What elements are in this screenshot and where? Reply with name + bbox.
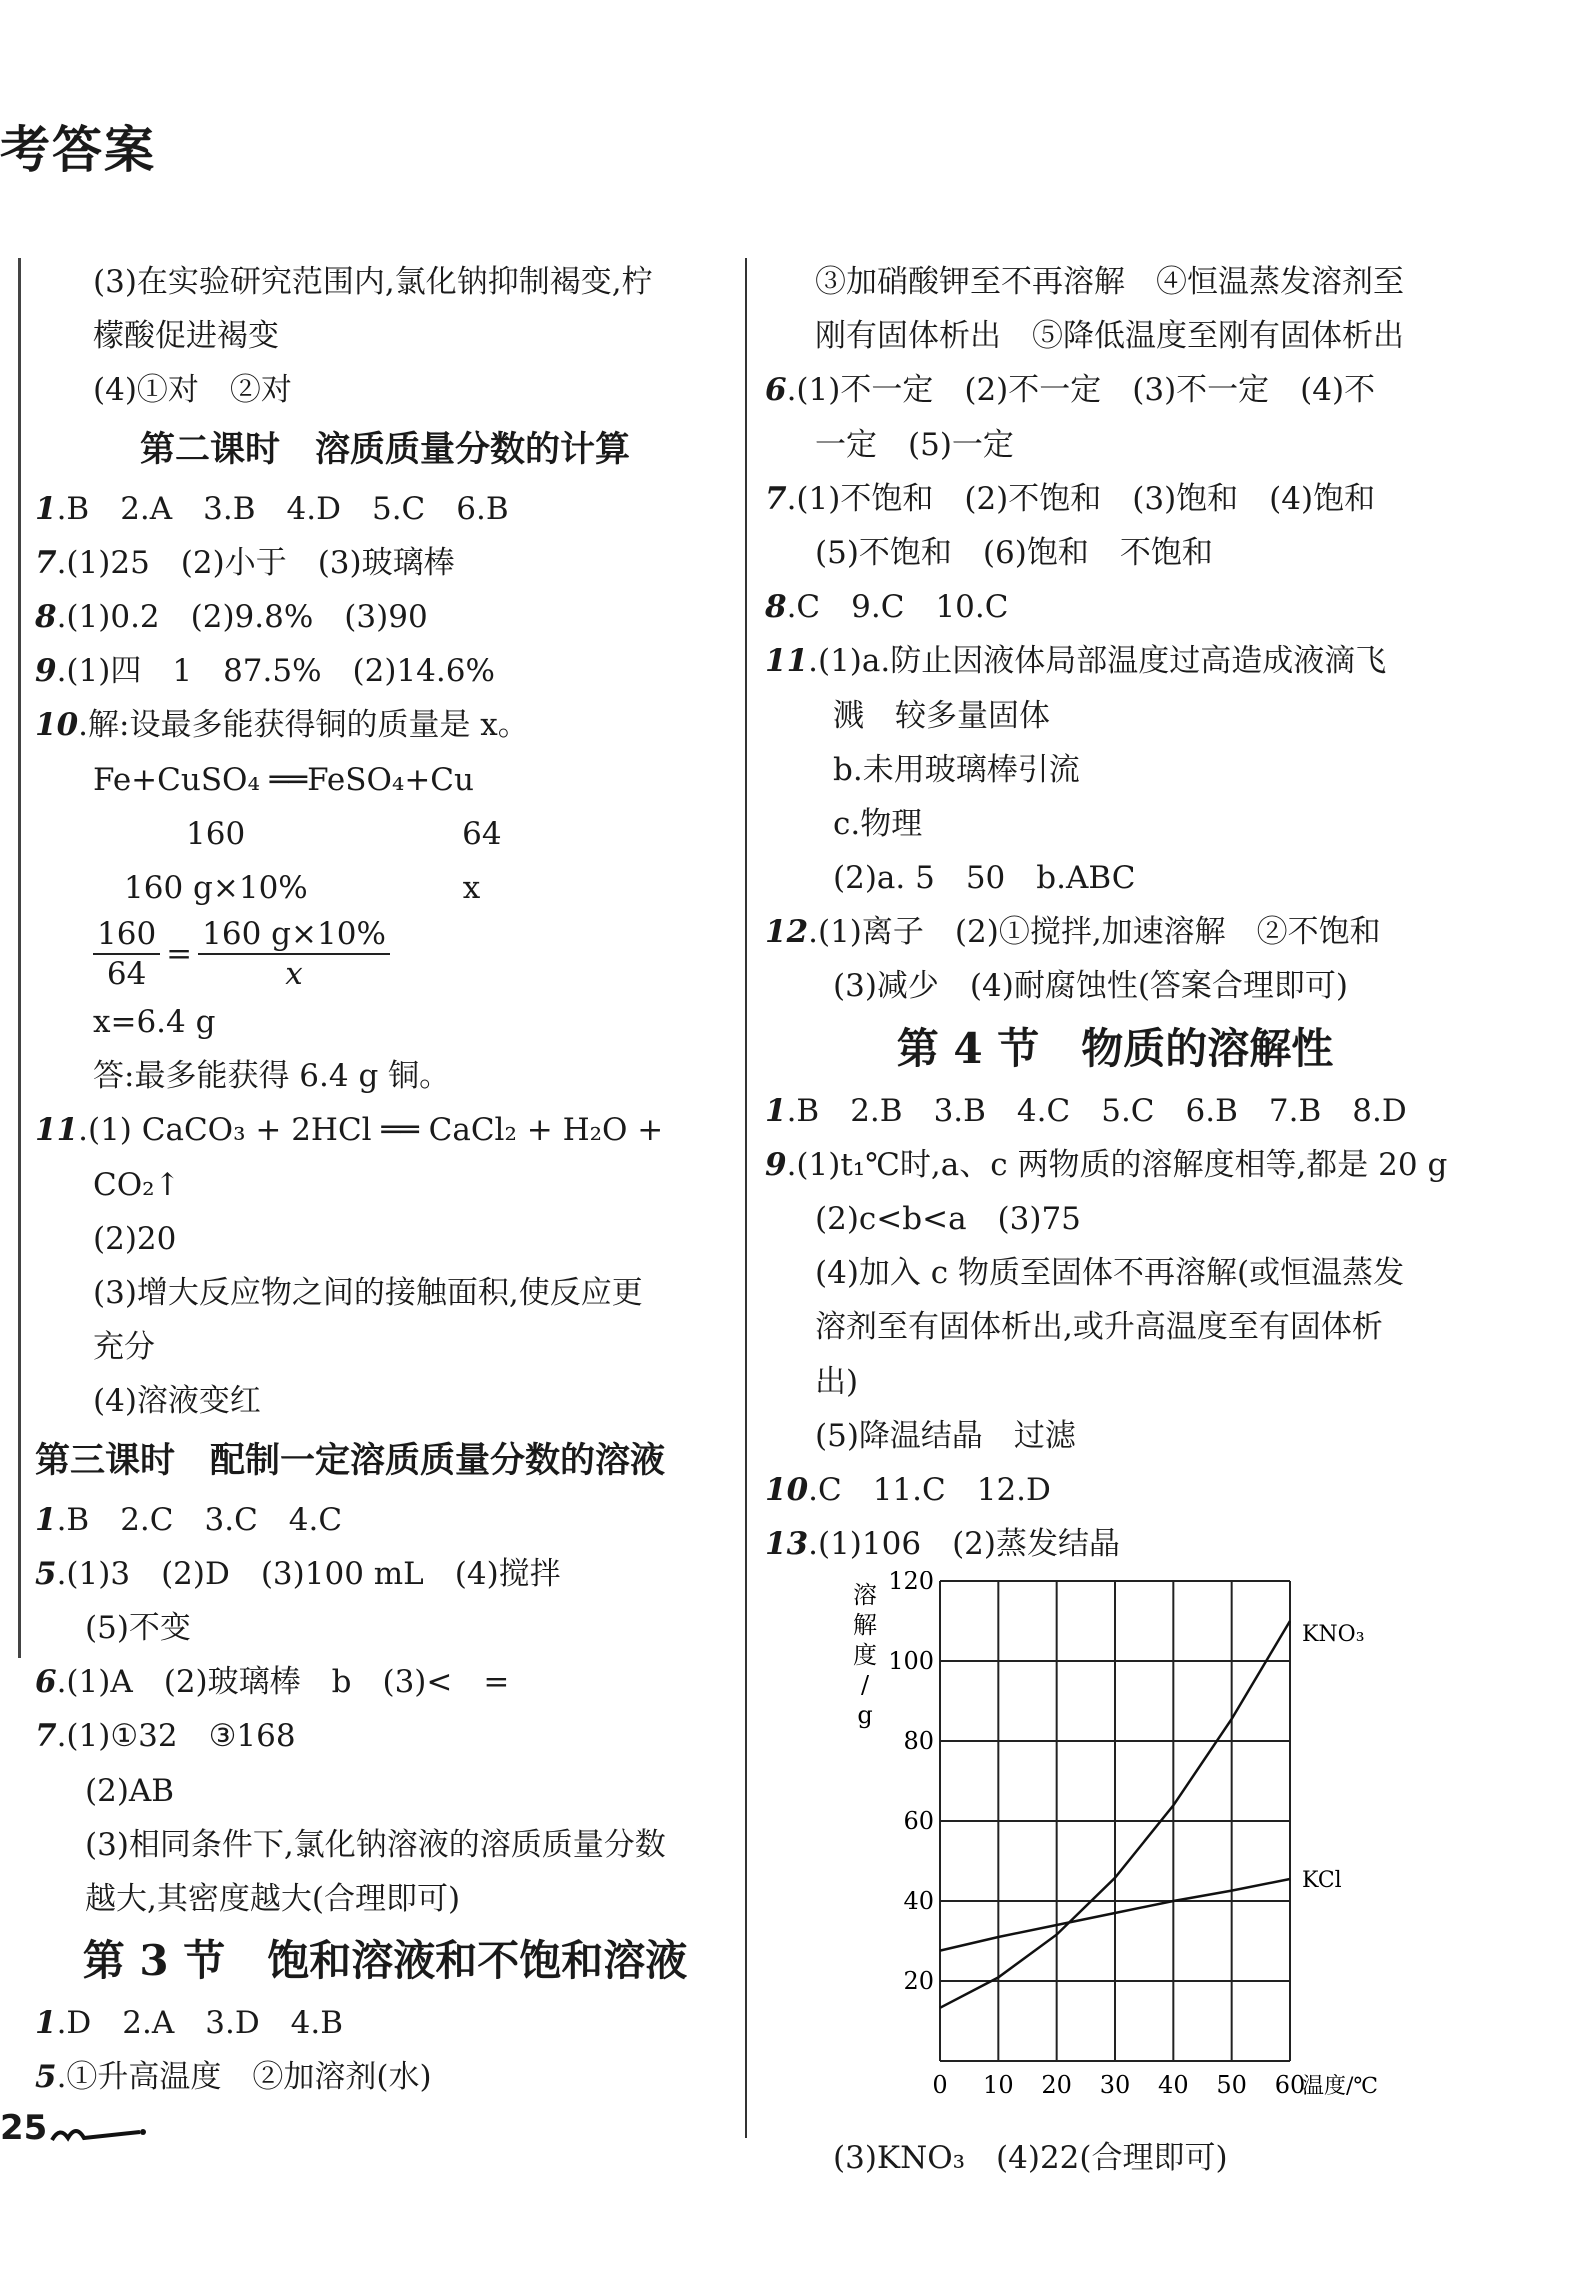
series-label: KNO₃	[1302, 1622, 1365, 1648]
answer-text: (3)减少 (4)耐腐蚀性(答案合理即可)	[833, 968, 1349, 1005]
answer-text: c.物理	[833, 805, 923, 842]
column-divider	[745, 258, 747, 2138]
page-number: 25	[0, 2108, 48, 2148]
answer-text: x=6.4 g	[93, 1004, 216, 1041]
answer-text: (5)不变	[85, 1609, 191, 1646]
y-axis-label-char: 度	[853, 1641, 877, 1670]
series-label: KCl	[1302, 1868, 1342, 1894]
section-heading	[765, 1014, 1465, 1084]
x-tick-label: 20	[1041, 2071, 1072, 2100]
answer-text: (2)c<b<a (3)75	[815, 1201, 1081, 1237]
right-column	[765, 255, 1465, 2186]
question-number: 12	[765, 914, 809, 951]
answer-line	[765, 1246, 1465, 1300]
answer-line	[35, 363, 735, 417]
question-number: 7	[765, 480, 787, 517]
answer-text: .(1)25 (2)小于 (3)玻璃棒	[56, 544, 455, 581]
answer-text: 第二课时 溶质质量分数的计算	[139, 429, 630, 470]
answer-text: 一定 (5)一定	[815, 426, 1014, 463]
answer-line	[765, 851, 1465, 905]
answer-text: (3)相同条件下,氯化钠溶液的溶质质量分数	[85, 1826, 666, 1863]
answer-text: .(1)不饱和 (2)不饱和 (3)饱和 (4)饱和	[786, 480, 1376, 517]
answer-line	[765, 959, 1465, 1013]
x-tick-label: 10	[983, 2071, 1014, 2100]
answer-text: 第三课时 配制一定溶质质量分数的溶液	[35, 1440, 666, 1481]
left-edge-bar	[18, 258, 21, 1658]
question-number: 6	[35, 1664, 57, 1701]
answer-line	[35, 1266, 735, 1320]
question-number: 1	[35, 490, 57, 527]
question-number: 6	[765, 372, 787, 409]
x-axis-label: 温度/℃	[1302, 2074, 1379, 2100]
answer-line	[35, 698, 735, 752]
answer-line	[765, 309, 1465, 363]
answer-text: .(1)A (2)玻璃棒 b (3)< =	[56, 1664, 510, 1701]
question-number: 11	[35, 1112, 79, 1149]
answer-line	[35, 255, 735, 309]
answer-text: .D 2.A 3.D 4.B	[56, 2005, 344, 2042]
answer-line	[765, 472, 1465, 526]
answer-text: Fe+CuSO₄ ══FeSO₄+Cu	[93, 761, 474, 798]
x-tick-label: 30	[1099, 2071, 1131, 2100]
solubility-chart-svg	[765, 1571, 1465, 2131]
answer-text: .B 2.C 3.C 4.C	[56, 1501, 343, 1538]
y-axis-label-char: /	[860, 1671, 870, 1700]
answer-text: (4)溶液变红	[93, 1383, 261, 1420]
answer-line	[35, 1547, 735, 1601]
answer-text: 第 3 节 饱和溶液和不饱和溶液	[82, 1936, 688, 1986]
answer-text: .解:设最多能获得铜的质量是 x。	[78, 707, 529, 744]
question-number: 10	[765, 1471, 809, 1508]
answer-line	[35, 1158, 735, 1212]
answer-line	[765, 689, 1465, 743]
answer-line	[35, 1374, 735, 1428]
answer-text: 越大,其密度越大(合理即可)	[85, 1880, 461, 1917]
answer-text: .(1)四 1 87.5% (2)14.6%	[56, 653, 495, 690]
answer-text: .(1)a.防止因液体局部温度过高造成液滴飞	[808, 643, 1387, 680]
answer-line	[35, 861, 735, 915]
answer-line	[765, 1517, 1465, 1571]
x-tick-label: 0	[932, 2071, 948, 2100]
answer-line	[765, 1355, 1465, 1409]
section-heading	[35, 1429, 735, 1493]
answer-text: CO₂↑	[93, 1166, 181, 1203]
answer-line	[765, 363, 1465, 417]
answer-line	[35, 590, 735, 644]
answer-line	[35, 1872, 735, 1926]
answer-text: .C 9.C 10.C	[786, 589, 1009, 626]
answer-line	[35, 482, 735, 536]
answer-text: (3)在实验研究范围内,氯化钠抑制褐变,柠	[93, 264, 653, 300]
answer-line	[35, 536, 735, 590]
y-axis-label-char: g	[857, 1701, 873, 1730]
y-tick-label: 100	[888, 1647, 934, 1676]
y-axis-label-char: 解	[853, 1611, 877, 1640]
answer-text: (5)不饱和 (6)饱和 不饱和	[815, 534, 1213, 571]
question-number: 9	[35, 653, 57, 690]
page-header-title: 考答案	[0, 121, 156, 179]
answer-text: .(1)离子 (2)①搅拌,加速溶解 ②不饱和	[808, 914, 1381, 951]
answer-text: 溅 较多量固体	[833, 697, 1050, 734]
answer-line	[765, 1409, 1465, 1463]
question-number: 8	[765, 589, 787, 626]
answer-text: (2)a. 5 50 b.ABC	[833, 860, 1136, 897]
answer-line	[35, 807, 735, 861]
answer-text: 第 4 节 物质的溶解性	[896, 1023, 1334, 1073]
answer-line	[765, 1138, 1465, 1192]
answer-text: 160 64	[93, 815, 502, 852]
answer-line	[765, 634, 1465, 688]
answer-text: (4)①对 ②对	[93, 372, 292, 409]
answer-line	[765, 1192, 1465, 1246]
answer-text: .(1)3 (2)D (3)100 mL (4)搅拌	[56, 1555, 561, 1592]
answer-line	[765, 905, 1465, 959]
answer-text: .(1)不一定 (2)不一定 (3)不一定 (4)不	[786, 372, 1376, 409]
answer-line	[35, 1818, 735, 1872]
answer-text: 出)	[815, 1363, 859, 1400]
answer-text: 充分	[93, 1329, 155, 1366]
answer-line	[765, 1463, 1465, 1517]
answer-line	[35, 2050, 735, 2104]
question-number: 7	[35, 1718, 57, 1755]
question-number: 1	[765, 1092, 787, 1129]
answer-line	[35, 1996, 735, 2050]
answer-text: (3)增大反应物之间的接触面积,使反应更	[93, 1275, 643, 1311]
question-number: 1	[35, 1501, 57, 1538]
answer-line	[35, 1655, 735, 1709]
answer-line	[35, 1601, 735, 1655]
answer-text: 160 g×10% x	[93, 869, 481, 906]
answer-text: .(1) CaCO₃ + 2HCl ══ CaCl₂ + H₂O +	[78, 1112, 664, 1149]
answer-line	[35, 1320, 735, 1374]
y-tick-label: 20	[903, 1967, 934, 1996]
question-number: 13	[765, 1526, 809, 1563]
answer-text: b.未用玻璃棒引流	[833, 751, 1080, 788]
question-number: 10	[35, 707, 79, 744]
answer-line	[35, 1709, 735, 1763]
answer-line	[765, 1300, 1465, 1354]
answer-text: (2)20	[93, 1220, 177, 1257]
answer-line	[765, 743, 1465, 797]
y-tick-label: 60	[903, 1807, 934, 1836]
answer-line	[765, 1084, 1465, 1138]
section-heading	[35, 418, 735, 482]
answer-text: 刚有固体析出 ⑤降低温度至刚有固体析出	[815, 318, 1404, 355]
answer-line	[35, 995, 735, 1049]
x-tick-label: 60	[1274, 2071, 1306, 2100]
answer-line	[765, 2131, 1465, 2185]
question-number: 9	[765, 1146, 787, 1183]
answer-line	[765, 797, 1465, 851]
question-number: 5	[35, 2059, 57, 2096]
question-number: 5	[35, 1555, 57, 1592]
answer-line	[765, 255, 1465, 309]
answer-text: .(1)t₁℃时,a、c 两物质的溶解度相等,都是 20 g	[786, 1146, 1448, 1183]
section-heading	[35, 1926, 735, 1996]
answer-text: ③加硝酸钾至不再溶解 ④恒温蒸发溶剂至	[815, 264, 1404, 300]
x-tick-label: 40	[1158, 2071, 1189, 2100]
answer-line	[35, 753, 735, 807]
answer-text: .(1)106 (2)蒸发结晶	[808, 1526, 1120, 1563]
answer-text: .B 2.B 3.B 4.C 5.C 6.B 7.B 8.D	[786, 1092, 1407, 1129]
answer-line	[35, 1493, 735, 1547]
answer-text: .(1)①32 ③168	[56, 1718, 296, 1755]
answer-line	[765, 418, 1465, 472]
answer-line	[35, 1049, 735, 1103]
question-number: 7	[35, 544, 57, 581]
answer-text: .①升高温度 ②加溶剂(水)	[56, 2059, 432, 2096]
answer-text: .C 11.C 12.D	[808, 1471, 1051, 1508]
answer-text: .(1)0.2 (2)9.8% (3)90	[56, 598, 428, 635]
answer-line	[35, 309, 735, 363]
answer-line	[35, 644, 735, 698]
answer-text: (4)加入 c 物质至固体不再溶解(或恒温蒸发	[815, 1255, 1405, 1292]
answer-line	[35, 1212, 735, 1266]
x-tick-label: 50	[1216, 2071, 1247, 2100]
question-number: 8	[35, 598, 57, 635]
answer-line	[35, 1103, 735, 1157]
answer-text: (2)AB	[85, 1772, 175, 1809]
answer-text: 檬酸促进褐变	[93, 318, 279, 355]
answer-text: 答:最多能获得 6.4 g 铜。	[93, 1058, 451, 1095]
y-tick-label: 80	[903, 1727, 934, 1756]
y-tick-label: 40	[903, 1887, 934, 1916]
answer-text: (5)降温结晶 过滤	[815, 1417, 1076, 1454]
answer-line	[765, 526, 1465, 580]
y-tick-label: 120	[888, 1571, 934, 1596]
answer-text: 溶剂至有固体析出,或升高温度至有固体析	[815, 1309, 1383, 1346]
publisher-logo-icon	[50, 2118, 150, 2148]
answer-line	[765, 580, 1465, 634]
solubility-chart	[765, 1571, 1465, 2131]
left-column	[35, 255, 735, 2104]
answer-text: (3)KNO₃ (4)22(合理即可)	[833, 2140, 1228, 2177]
answer-text: .B 2.A 3.B 4.D 5.C 6.B	[56, 490, 509, 527]
question-number: 1	[35, 2005, 57, 2042]
answer-line	[35, 1764, 735, 1818]
fraction-equation: $\frac{160}{64}$ = $\frac{160 g\times 10\%}{x}$	[35, 915, 735, 995]
y-axis-label-char: 溶	[853, 1581, 877, 1610]
question-number: 11	[765, 643, 809, 680]
